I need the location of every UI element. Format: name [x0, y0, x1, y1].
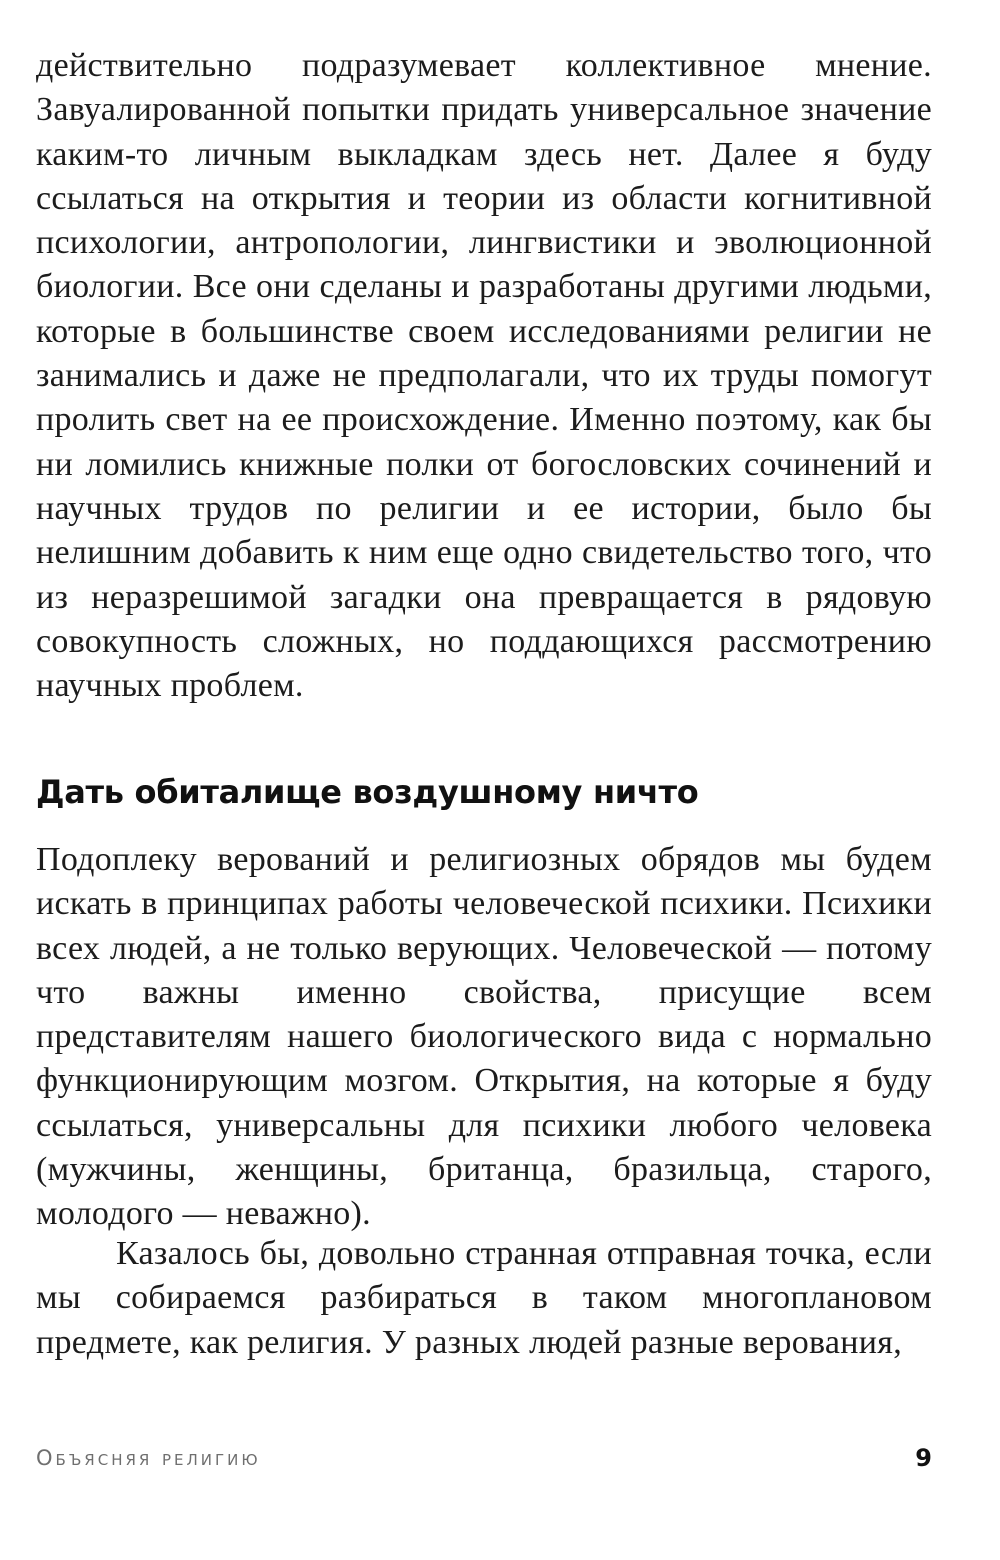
paragraph-intro-continued: действительно подразумевает коллективное мнение. Завуалированной попытки придать универсальное значение каким-то личным выкладкам здесь нет. Далее я буду ссылаться на открытия и теории из области когнитивной психологии, антропологии, лингвистики и эволюционной биологии. Все они сделаны и разработаны другими людьми, которые в большинстве своем исследованиями религии не занимались и даже не предполагали, что их труды помогут пролить свет на ее происхождение. Именно поэтому, как бы ни ломились книжные полки от богословских сочинений и научных трудов по религии и ее истории, было бы нелишним добавить к ним еще одно свидетельство того, что из неразрешимой загадки она превращается в рядовую совокупность сложных, но поддающихся рассмотрению научных проблем. — [36, 47, 932, 705]
page-number: 9 — [915, 1444, 932, 1472]
paragraph-section-second: Казалось бы, довольно странная отправная точка, если мы собираемся разбираться в таком многоплановом предмете, как религия. У разных людей разные верования, — [36, 1235, 932, 1361]
section-heading: Дать обиталище воздушному ничто — [36, 773, 699, 811]
book-page — [36, 0, 932, 1560]
running-footer-book-title: Объясняя религию — [36, 1446, 261, 1470]
paragraph-section-first: Подоплеку верований и религиозных обрядов мы будем искать в принципах работы человеческой психики. Психики всех людей, а не только верующих. Человеческой — потому что важны именно свойства, присущие всем представителям нашего биологического вида с нормально функционирующим мозгом. Открытия, на которые я буду ссылаться, универсальны для психики любого человека (мужчины, женщины, британца, бразильца, старого, молодого — неважно). — [36, 841, 932, 1233]
